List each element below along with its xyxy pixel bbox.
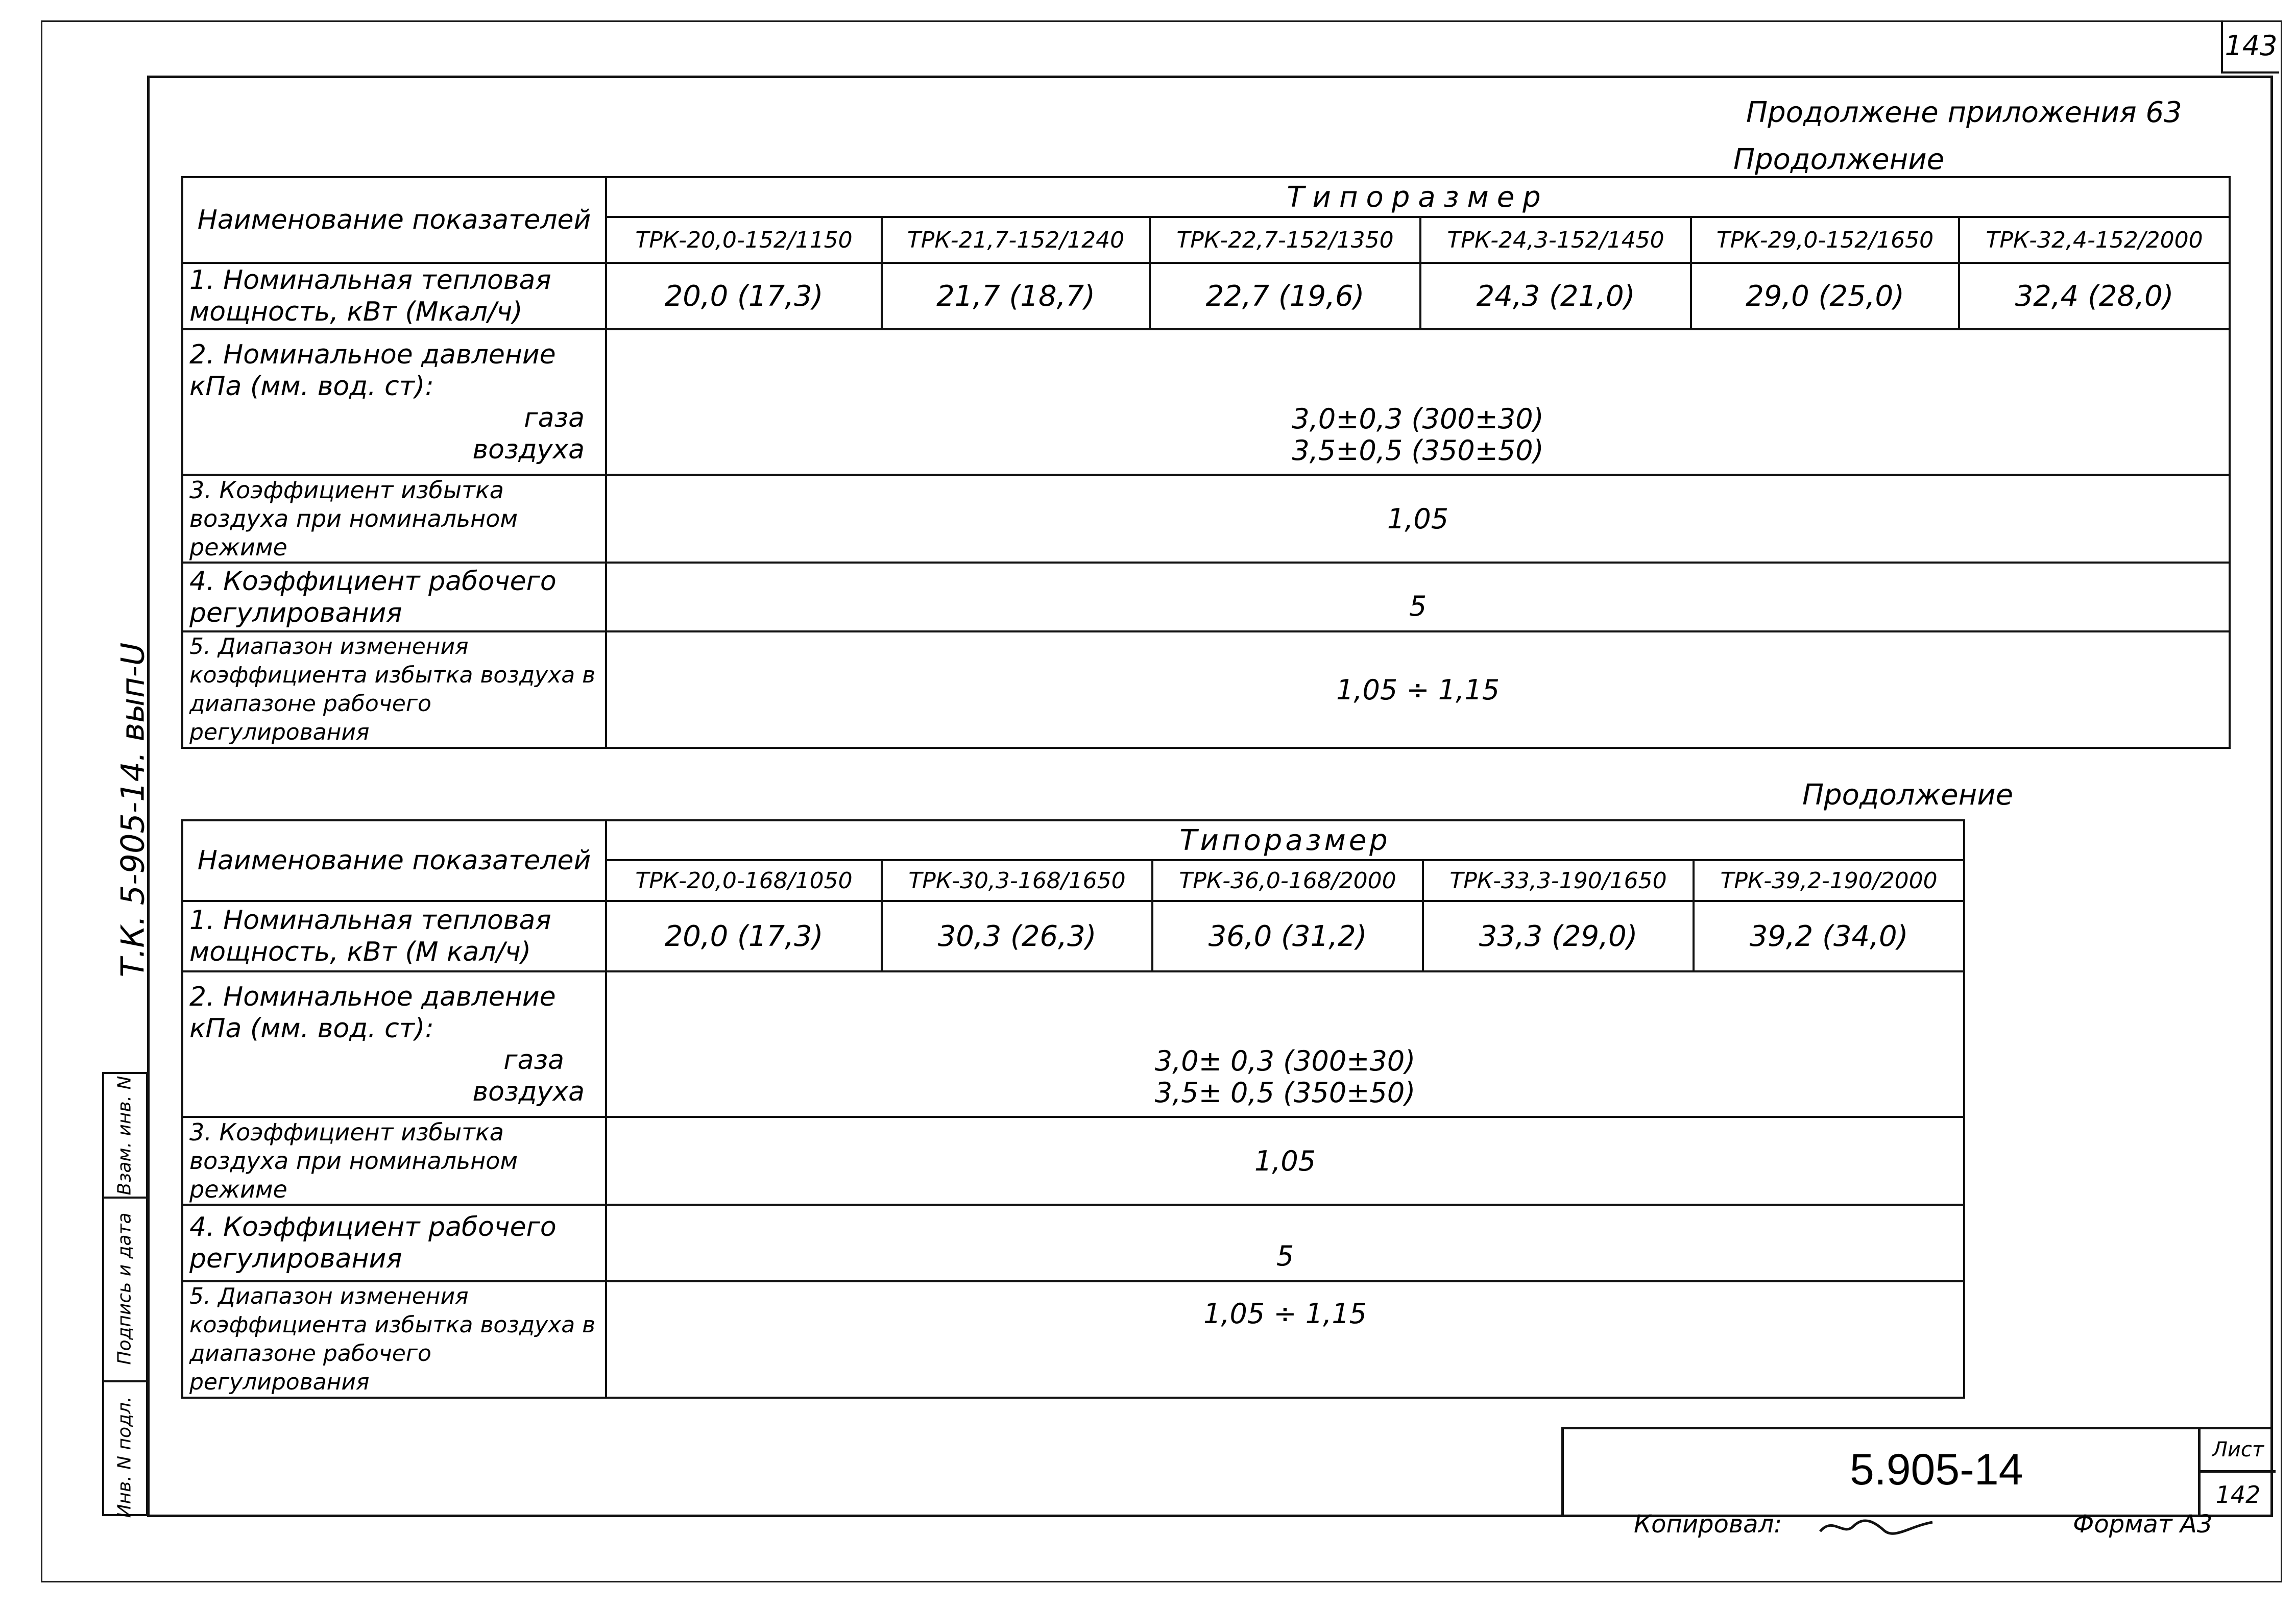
continuation-label-2: Продолжение	[1802, 778, 2014, 812]
column-header: ТРК-32,4-152/2000	[1959, 217, 2230, 263]
merged-value	[606, 329, 2230, 475]
cell-value: 29,0 (25,0)	[1691, 263, 1959, 329]
row-label: 3. Коэффициент избытка воздуха при номинальном режиме	[182, 475, 606, 563]
merged-value: 1,05 ÷ 1,15	[606, 1281, 1964, 1398]
merged-value	[606, 971, 1964, 1117]
doc-code-vertical: Т.К. 5-905-14. вып-U	[114, 642, 152, 978]
row-label: 5. Диапазон изменения коэффициента избытка воздуха в диапазоне рабочего регулирования	[182, 1281, 606, 1398]
column-header: ТРК-21,7-152/1240	[882, 217, 1150, 263]
table-row	[182, 901, 1964, 971]
table-row	[182, 1281, 1964, 1398]
row-label: 4. Коэффициент рабочего регулирования	[182, 1205, 606, 1281]
cell-value: 24,3 (21,0)	[1420, 263, 1691, 329]
column-header: ТРК-33,3-190/1650	[1423, 860, 1694, 901]
copier-signature	[1818, 1511, 1935, 1542]
row-label-line: 2. Номинальное давление	[189, 981, 556, 1012]
merged-value: 1,05	[606, 475, 2230, 563]
table-row	[182, 329, 2230, 475]
cell-value: 32,4 (28,0)	[1959, 263, 2230, 329]
row-label-gas: газа	[524, 402, 585, 433]
row-label-gas: газа	[503, 1044, 564, 1076]
row-label: 3. Коэффициент избытка воздуха при номинальном режиме	[182, 1117, 606, 1205]
column-header: ТРК-20,0-152/1150	[606, 217, 882, 263]
side-stamp-box	[102, 1072, 148, 1516]
group-header: Типоразмер	[606, 177, 2230, 217]
cell-value: 33,3 (29,0)	[1423, 901, 1694, 971]
format-label: Формат А3	[2073, 1510, 2213, 1539]
gas-pressure-value: 3,0± 0,3 (300±30)	[1154, 1045, 1416, 1077]
table-row	[182, 263, 2230, 329]
sheet-box	[2198, 1429, 2276, 1517]
side-label-replace: Взам. инв. N	[114, 1076, 135, 1196]
column-header: ТРК-24,3-152/1450	[1420, 217, 1691, 263]
table-row	[182, 971, 1964, 1117]
cell-value: 22,7 (19,6)	[1150, 263, 1420, 329]
table-row	[182, 563, 2230, 631]
column-header: ТРК-20,0-168/1050	[606, 860, 882, 901]
appendix-continuation-title: Продолжене приложения 63	[1746, 96, 2182, 129]
row-label: 4. Коэффициент рабочего регулирования	[182, 563, 606, 631]
air-pressure-value: 3,5±0,5 (350±50)	[1292, 434, 1544, 467]
gas-pressure-value: 3,0±0,3 (300±30)	[1292, 403, 1544, 435]
row-label-line: 2. Номинальное давление	[189, 339, 556, 370]
side-label-sign: Подпись и дата	[114, 1212, 135, 1365]
merged-value: 1,05 ÷ 1,15	[606, 631, 2230, 748]
merged-value: 5	[606, 563, 2230, 631]
row-label	[182, 971, 606, 1117]
column-header: ТРК-29,0-152/1650	[1691, 217, 1959, 263]
cell-value: 36,0 (31,2)	[1152, 901, 1423, 971]
sheet-value: 142	[2215, 1481, 2261, 1508]
document-code: 5.905-14	[1850, 1445, 2023, 1494]
copied-by-label: Копировал:	[1634, 1510, 1782, 1539]
cell-value: 30,3 (26,3)	[882, 901, 1152, 971]
table-row	[182, 1117, 1964, 1205]
title-block	[1561, 1427, 2273, 1517]
table-row	[182, 1205, 1964, 1281]
column-header: ТРК-39,2-190/2000	[1694, 860, 1964, 901]
row-label-air: воздуха	[472, 1076, 585, 1107]
row-label: 1. Номинальная тепловая мощность, кВт (М кал/ч)	[182, 901, 606, 971]
row-label-line: кПа (мм. вод. ст):	[189, 371, 434, 402]
sheet-number: 143	[2221, 20, 2279, 74]
side-label-inv: Инв. N подл.	[114, 1396, 135, 1518]
column-header: ТРК-30,3-168/1650	[882, 860, 1152, 901]
name-header: Наименование показателей	[182, 177, 606, 263]
row-label: 5. Диапазон изменения коэффициента избытка воздуха в диапазоне рабочего регулирования	[182, 631, 606, 748]
column-header: ТРК-22,7-152/1350	[1150, 217, 1420, 263]
row-label-line: кПа (мм. вод. ст):	[189, 1013, 434, 1044]
column-header: ТРК-36,0-168/2000	[1152, 860, 1423, 901]
table-row	[182, 631, 2230, 748]
name-header: Наименование показателей	[182, 820, 606, 901]
air-pressure-value: 3,5± 0,5 (350±50)	[1154, 1077, 1416, 1109]
cell-value: 20,0 (17,3)	[606, 263, 882, 329]
cell-value: 20,0 (17,3)	[606, 901, 882, 971]
row-label-air: воздуха	[472, 434, 585, 465]
merged-value: 5	[606, 1205, 1964, 1281]
continuation-label-1: Продолжение	[1733, 143, 1945, 176]
cell-value: 39,2 (34,0)	[1694, 901, 1964, 971]
merged-value: 1,05	[606, 1117, 1964, 1205]
table-row	[182, 475, 2230, 563]
cell-value: 21,7 (18,7)	[882, 263, 1150, 329]
row-label: 1. Номинальная тепловая мощность, кВт (Мкал/ч)	[182, 263, 606, 329]
table-parameters-2	[181, 819, 1965, 1399]
row-label	[182, 329, 606, 475]
group-header: Типоразмер	[606, 820, 1964, 860]
table-parameters-1	[181, 176, 2231, 749]
sheet-label: Лист	[2201, 1429, 2276, 1473]
